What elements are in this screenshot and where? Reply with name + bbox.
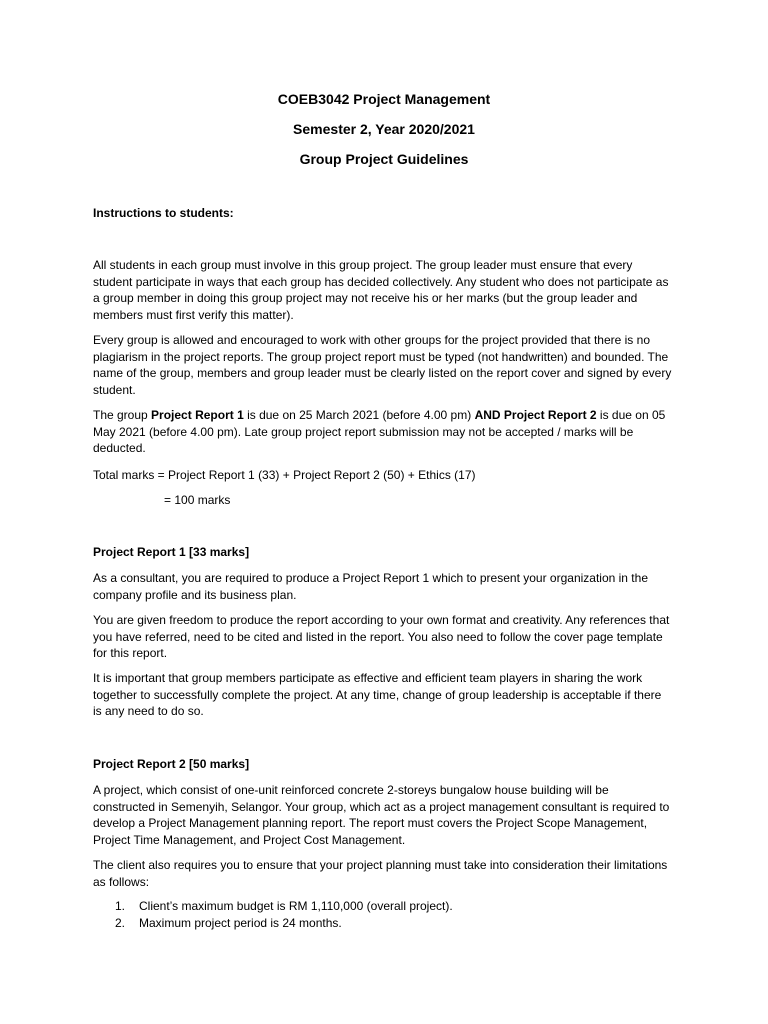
document-title: Group Project Guidelines bbox=[299, 151, 469, 167]
paragraph-participation: All students in each group must involve in this group project. The group leader must ensure that every student participate in ways that each group has decided collectively. Any student who does not participate as a group member in doing this group project may not receive his or her marks (but the group leader and members must first verify this matter). bbox=[93, 258, 669, 322]
due-text-3: is due on 05 May 2021 (before 4.00 pm). Late group project report submission may not be accepted / marks will be deducted. bbox=[93, 408, 666, 455]
course-title: COEB3042 Project Management bbox=[277, 91, 491, 107]
list-item-text: Maximum project period is 24 months. bbox=[139, 916, 342, 930]
report2-paragraph-2: The client also requires you to ensure that your project planning must take into consideration their limitations as follows: bbox=[93, 858, 668, 889]
report1-heading: Project Report 1 [33 marks] bbox=[93, 545, 250, 559]
total-marks-result: = 100 marks bbox=[164, 493, 231, 507]
report2-paragraph-1: A project, which consist of one-unit reinforced concrete 2-storeys bungalow house building will be constructed in Semenyih, Selangor. Your group, which act as a project management consultant is required to develop a Project Management planning report. The report must covers the Project Scope Management, Project Time Management, and Project Cost Management. bbox=[93, 783, 670, 847]
report1-paragraph-3: It is important that group members participate as effective and efficient team players in sharing the work together to successfully complete the project. At any time, change of group leadership is acceptable if there is any need to do so. bbox=[93, 671, 662, 718]
due-report2-label: AND Project Report 2 bbox=[474, 408, 597, 422]
requirements-list bbox=[93, 898, 653, 932]
due-report1-label: Project Report 1 bbox=[151, 408, 244, 422]
list-item-number: 2. bbox=[115, 916, 126, 930]
list-item-text: Client’s maximum budget is RM 1,110,000 (overall project). bbox=[139, 899, 453, 913]
list-item-number: 1. bbox=[115, 899, 126, 913]
paragraph-due-dates bbox=[93, 407, 673, 457]
total-marks-formula: Total marks = Project Report 1 (33) + Project Report 2 (50) + Ethics (17) bbox=[93, 468, 476, 482]
paragraph-collaboration: Every group is allowed and encouraged to work with other groups for the project provided that there is no plagiarism in the project reports. The group project report must be typed (not handwritten) and bounded. The name of the group, members and group leader must be clearly listed on the report cover and signed by every student. bbox=[93, 333, 672, 397]
due-text-1: The group bbox=[93, 408, 152, 422]
report1-paragraph-2: You are given freedom to produce the report according to your own format and creativity. Any references that you have referred, need to be cited and listed in the report. You also need to follow the cover page template for this report. bbox=[93, 613, 670, 660]
list-item bbox=[93, 898, 653, 915]
due-text-2: is due on 25 March 2021 (before 4.00 pm) bbox=[243, 408, 475, 422]
list-item bbox=[93, 915, 653, 932]
report2-heading: Project Report 2 [50 marks] bbox=[93, 757, 250, 771]
instructions-heading: Instructions to students: bbox=[93, 206, 234, 220]
report1-paragraph-1: As a consultant, you are required to produce a Project Report 1 which to present your organization in the company profile and its business plan. bbox=[93, 571, 648, 602]
semester-title: Semester 2, Year 2020/2021 bbox=[293, 121, 475, 137]
